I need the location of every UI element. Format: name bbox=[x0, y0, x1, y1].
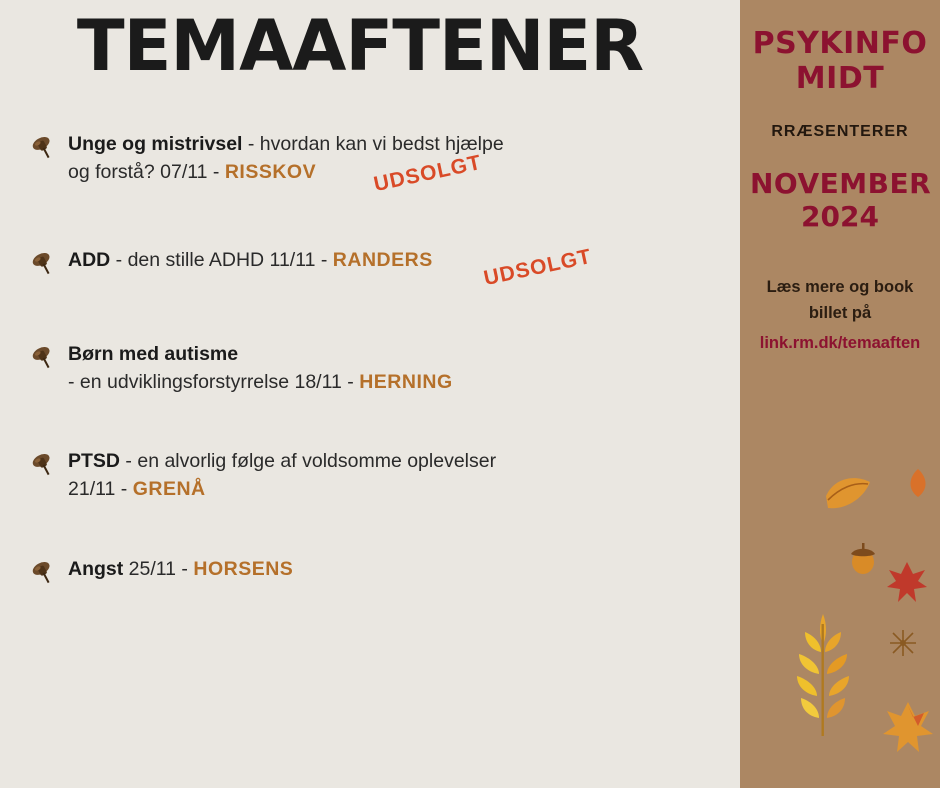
event-text-second-line bbox=[68, 475, 740, 503]
event-title: Unge og mistrivsel bbox=[68, 132, 243, 155]
event-text bbox=[68, 447, 740, 475]
list-item[interactable] bbox=[28, 130, 740, 196]
pushpin-icon bbox=[28, 449, 58, 479]
event-title: PTSD bbox=[68, 449, 121, 472]
poster-sidebar bbox=[740, 0, 940, 788]
event-subtitle: 25/11 - bbox=[123, 558, 194, 581]
month-label: NOVEMBER bbox=[750, 166, 932, 200]
autumn-leaf-icon bbox=[820, 470, 876, 519]
event-text bbox=[68, 555, 740, 583]
page-title: TEMAAFTENER bbox=[76, 5, 644, 87]
event-title: ADD bbox=[68, 249, 111, 272]
event-text bbox=[68, 340, 740, 368]
event-title: Angst bbox=[68, 558, 124, 581]
event-date: og forstå? 07/11 - bbox=[68, 160, 225, 183]
year-label: 2024 bbox=[801, 200, 879, 234]
brand-name bbox=[750, 26, 930, 97]
list-item[interactable] bbox=[28, 340, 740, 397]
event-text bbox=[68, 246, 740, 274]
list-item[interactable] bbox=[28, 447, 740, 504]
event-list bbox=[0, 130, 740, 596]
event-city: HORSENS bbox=[193, 558, 294, 581]
status-badge: UDSOLGT bbox=[481, 244, 594, 291]
event-text bbox=[68, 130, 740, 158]
booking-line-1: Læs mere og book bbox=[766, 278, 914, 297]
booking-line-2: billet på bbox=[808, 303, 872, 322]
event-title: Børn med autisme bbox=[68, 343, 239, 366]
maple-leaf-icon bbox=[880, 700, 936, 761]
event-subtitle: - hvordan kan vi bedst hjælpe bbox=[242, 132, 504, 155]
event-city: RISSKOV bbox=[224, 160, 317, 183]
pushpin-icon bbox=[28, 557, 58, 587]
pushpin-icon bbox=[28, 248, 58, 278]
maple-leaf-icon bbox=[885, 560, 929, 611]
booking-info bbox=[750, 275, 930, 356]
event-subtitle: - en alvorlig følge af voldsomme oplevelser bbox=[120, 449, 497, 472]
event-city: GRENÅ bbox=[132, 477, 206, 500]
list-item[interactable] bbox=[28, 244, 740, 291]
event-text-second-line bbox=[68, 368, 740, 396]
event-subtitle: - den stille ADHD 11/11 - bbox=[110, 249, 333, 272]
acorn-icon bbox=[845, 540, 881, 581]
status-badge: UDSOLGT bbox=[371, 150, 484, 196]
pushpin-icon bbox=[28, 342, 58, 372]
brand-line-2: MIDT bbox=[795, 61, 885, 97]
event-city: RANDERS bbox=[332, 249, 433, 272]
brand-line-1: PSYKINFO bbox=[752, 26, 928, 61]
event-city: HERNING bbox=[359, 371, 453, 394]
booking-link[interactable]: link.rm.dk/temaaften bbox=[759, 333, 921, 352]
seed-pod-icon bbox=[888, 628, 918, 663]
presents-label: RRÆSENTERER bbox=[771, 122, 909, 140]
pushpin-icon bbox=[28, 132, 58, 162]
list-item[interactable] bbox=[28, 555, 740, 595]
autumn-leaf-icon bbox=[905, 468, 931, 503]
event-date: 21/11 - bbox=[68, 477, 133, 500]
autumn-compound-leaf-icon bbox=[775, 610, 870, 745]
event-date: - en udviklingsforstyrrelse 18/11 - bbox=[68, 371, 360, 394]
